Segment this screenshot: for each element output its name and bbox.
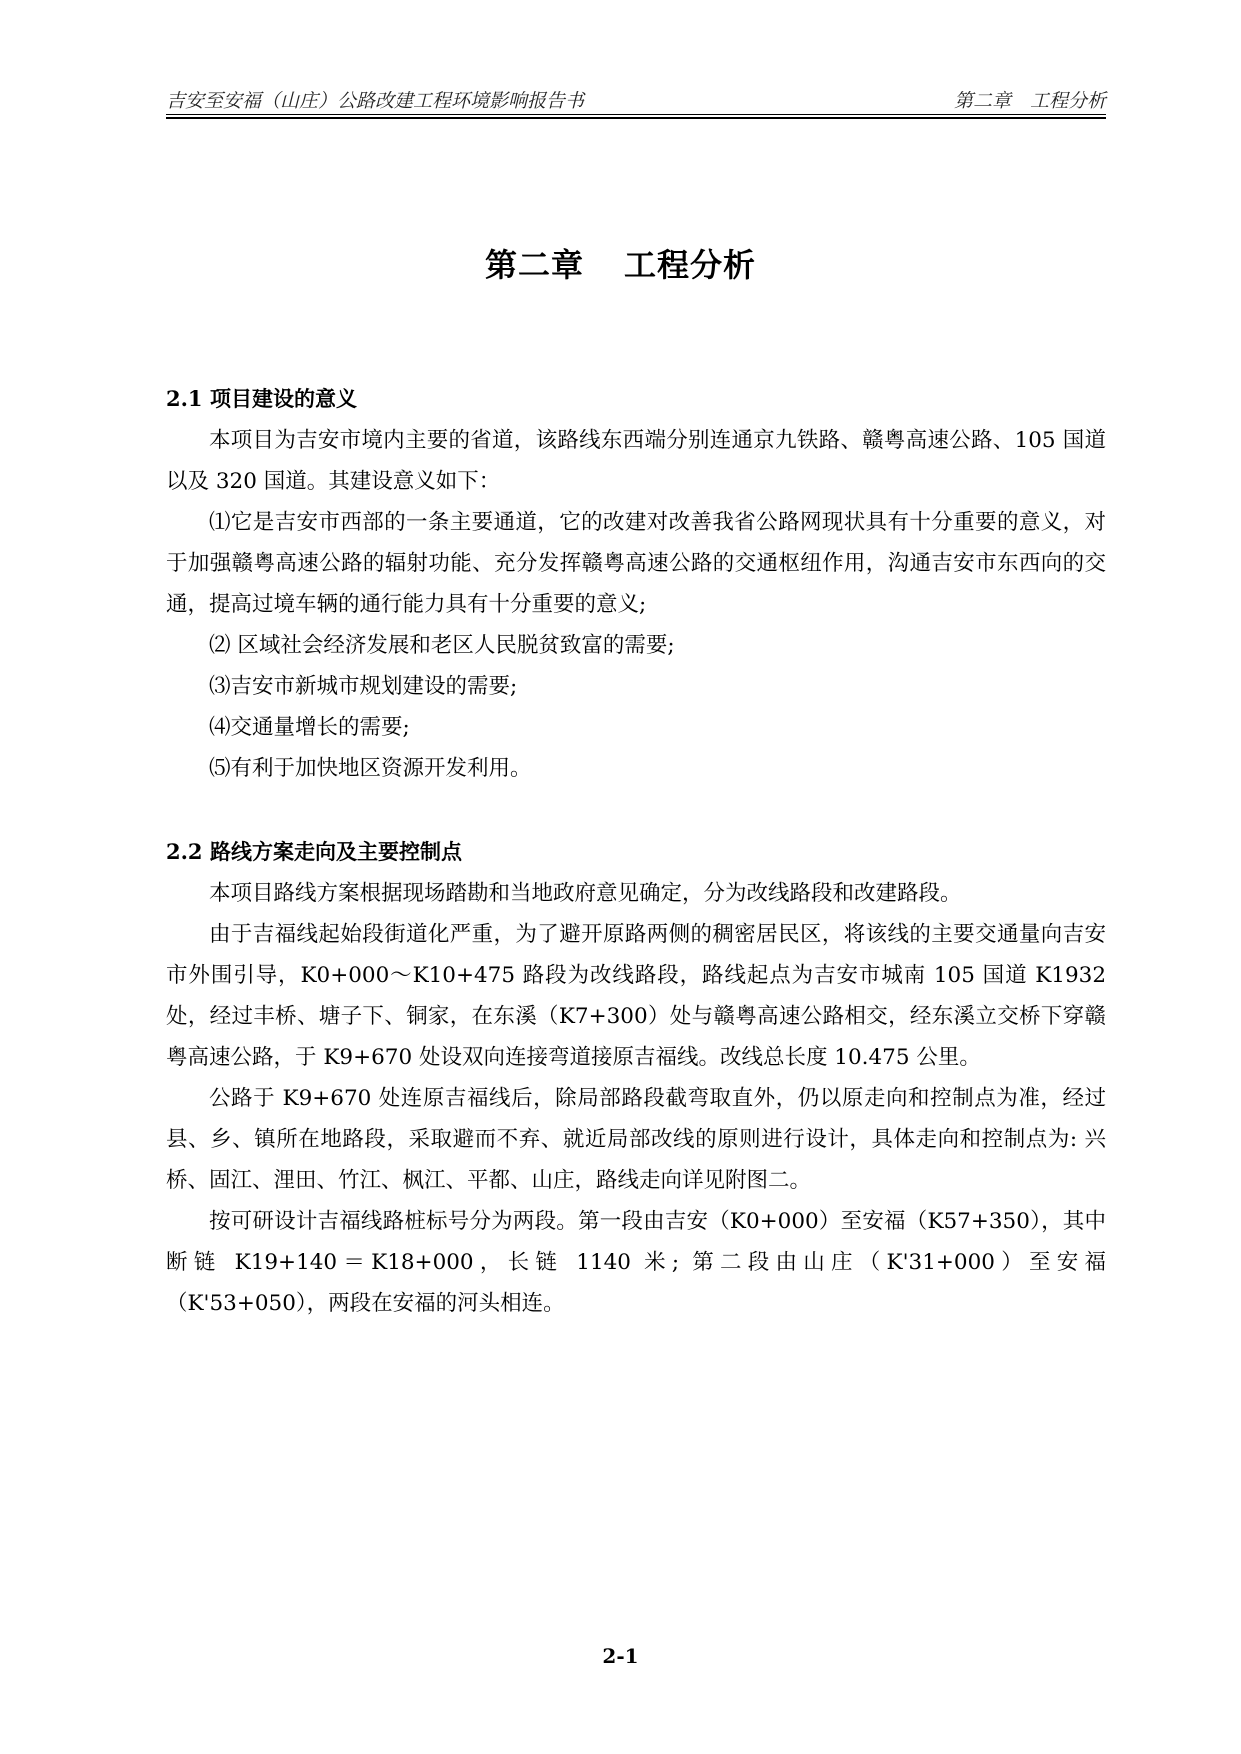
section-number: 2.1 xyxy=(166,386,203,411)
section-heading-2-1 xyxy=(166,378,1106,420)
paragraph: 本项目路线方案根据现场踏勘和当地政府意见确定，分为改线路段和改建路段。 xyxy=(209,881,962,906)
chapter-name: 工程分析 xyxy=(624,246,757,284)
section-heading-2-2 xyxy=(166,831,1106,873)
chapter-title xyxy=(0,240,1241,286)
paragraph: 由于吉福线起始段街道化严重，为了避开原路两侧的稠密居民区，将该线的主要交通量向吉安市外围引导，K0+000～K10+475 路段为改线路段，路线起点为吉安市城南 105 国道 K1932 处，经过丰桥、塘子下、铜家，在东溪（K7+300）处与赣粤高速公路相交，经东溪立交桥下穿赣粤高速公路，于 K9+670 处设双向连接弯道接原吉福线。改线总长度 10.475 公里。 xyxy=(166,922,1106,1070)
header-document-title: 吉安至安福（山庄）公路改建工程环境影响报告书 xyxy=(166,90,585,112)
section-title: 路线方案走向及主要控制点 xyxy=(210,840,462,864)
list-item: ⑶吉安市新城市规划建设的需要; xyxy=(209,674,518,699)
list-item: ⑴它是吉安市西部的一条主要通道，它的改建对改善我省公路网现状具有十分重要的意义，对于加强赣粤高速公路的辐射功能、充分发挥赣粤高速公路的交通枢纽作用，沟通吉安市东西向的交通，提高过境车辆的通行能力具有十分重要的意义; xyxy=(166,510,1106,617)
list-item: ⑸有利于加快地区资源开发利用。 xyxy=(209,756,532,781)
list-item: ⑵ 区域社会经济发展和老区人民脱贫致富的需要; xyxy=(209,633,675,658)
paragraph: 公路于 K9+670 处连原吉福线后，除局部路段截弯取直外，仍以原走向和控制点为准，经过县、乡、镇所在地路段，采取避而不弃、就近局部改线的原则进行设计，具体走向和控制点为: 兴桥、固江、浬田、竹江、枫江、平都、山庄，路线走向详见附图二。 xyxy=(166,1086,1106,1193)
chapter-number: 第二章 xyxy=(484,246,584,284)
paragraph: 按可研设计吉福线路桩标号分为两段。第一段由吉安（K0+000）至安福（K57+350），其中断链 K19+140＝K18+000，长链 1140 米; 第二段由山庄（K'31+000）至安福（K'53+050），两段在安福的河头相连。 xyxy=(166,1209,1106,1316)
list-item: ⑷交通量增长的需要; xyxy=(209,715,410,740)
running-header xyxy=(166,86,1106,116)
header-rule-thin xyxy=(166,114,1106,115)
header-rule-thick xyxy=(166,117,1106,119)
header-chapter-label: 第二章 工程分析 xyxy=(953,90,1106,112)
page-number: 2-1 xyxy=(602,1644,639,1668)
paragraph: 本项目为吉安市境内主要的省道，该路线东西端分别连通京九铁路、赣粤高速公路、105 国道以及 320 国道。其建设意义如下： xyxy=(166,428,1106,494)
body-text xyxy=(166,378,1106,1324)
section-number: 2.2 xyxy=(166,839,203,864)
section-title: 项目建设的意义 xyxy=(210,387,357,411)
